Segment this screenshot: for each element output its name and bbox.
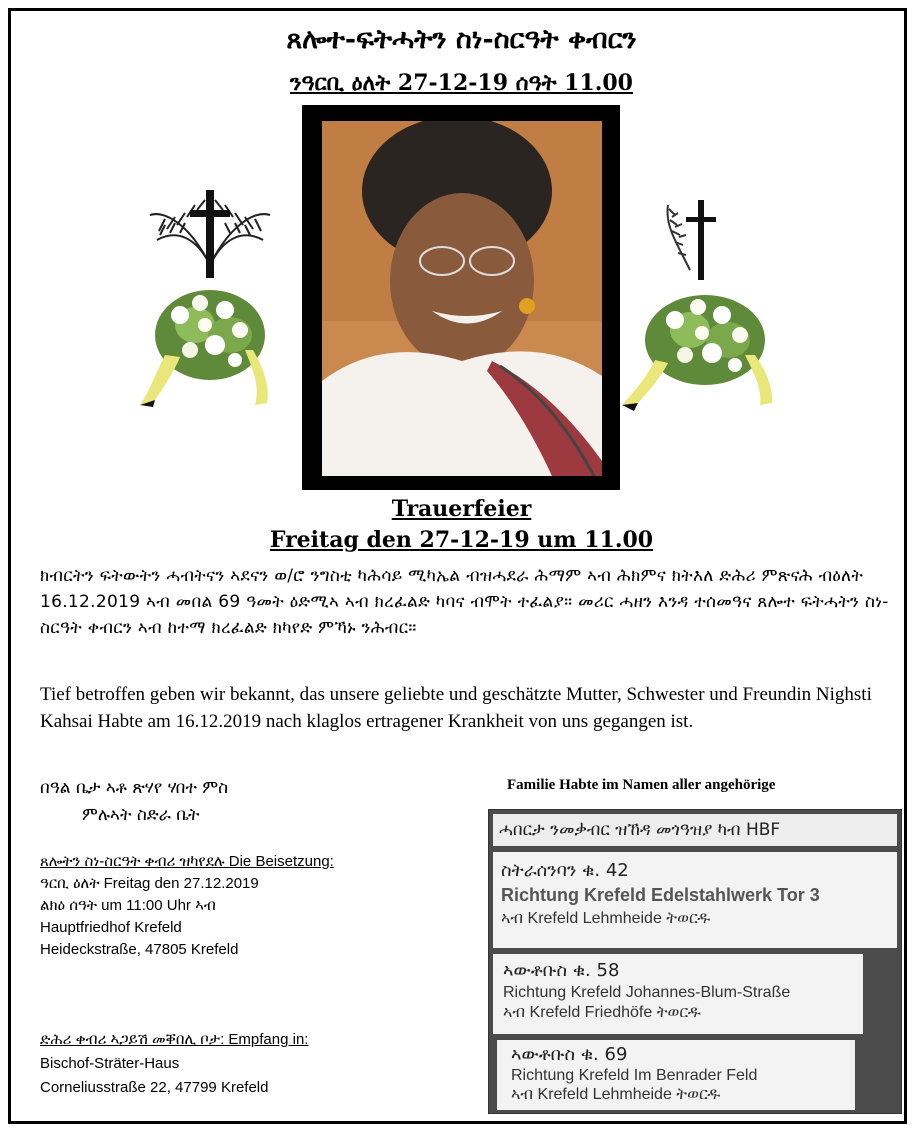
stop-destination: ኣብ Krefeld Friedhöfe ትወርዱ: [503, 1004, 701, 1021]
german-announcement: Tief betroffen geben wir bekannt, das unsere geliebte und geschätzte Mutter, Schwester und Freundin Nighsti Kahsai Habte am 16.12.2019 nach klaglos ertragener Krankheit von uns gegangen ist.: [40, 684, 872, 732]
stop-direction: Richtung Krefeld Im Benrader Feld: [511, 1067, 758, 1084]
portrait-frame: [302, 105, 620, 490]
transport-stop-3: [497, 1040, 855, 1110]
transport-heading: ሓበርታ ንመቃብር ዝኸዳ መጎዓዝያ ካብ HBF: [493, 814, 897, 846]
stop-line-number: ስትራሰንባን ቁ. 42: [501, 860, 629, 881]
family-amharic: [40, 775, 228, 829]
burial-line1: ዓርቢ ዕለት Freitag den 27.12.2019: [40, 875, 259, 892]
reception-heading: ድሕሪ ቀብሪ ኣጋይሽ መቐበሊ ቦታ: Empfang in:: [40, 1031, 309, 1048]
family-amharic-line2: ምሉኣት ስድራ ቤት: [82, 805, 200, 825]
burial-line2: ልክዕ ሰዓት um 11:00 Uhr ኣብ: [40, 897, 216, 914]
transport-box: [488, 809, 902, 1114]
reception-line2: Corneliusstraße 22, 47799 Krefeld: [40, 1079, 269, 1096]
transport-stop-2: [493, 954, 863, 1034]
stop-destination: ኣብ Krefeld Lehmheide ትወርዱ: [511, 1086, 721, 1103]
right-cross-flowers-image: [620, 195, 785, 415]
german-heading-line1: Trauerfeier: [391, 496, 532, 522]
family-german: Familie Habte im Namen aller angehörige: [507, 777, 776, 793]
stop-line-number: ኣውቶቡስ ቁ. 58: [503, 960, 620, 981]
cross-icon: [686, 200, 716, 280]
page-title: ጸሎተ-ፍትሓትን ስነ-ስርዓት ቀብርን: [286, 24, 637, 55]
burial-heading: ጸሎትን ስነ-ስርዓት ቀብሪ ዝካየደሉ Die Beisetzung:: [40, 853, 334, 870]
reception-info: [40, 1028, 308, 1100]
transport-stop-1: [493, 852, 897, 948]
burial-info: [40, 851, 334, 961]
german-heading-line2: Freitag den 27-12-19 um 11.00: [269, 527, 654, 553]
portrait-photo: [322, 121, 602, 476]
cross-icon: [190, 190, 230, 278]
reception-line1: Bischof-Sträter-Haus: [40, 1055, 180, 1072]
stop-destination: ኣብ Krefeld Lehmheide ትወርዱ: [501, 910, 711, 927]
palm-leaf-icon: [667, 205, 690, 270]
burial-line3: Hauptfriedhof Krefeld: [40, 919, 182, 936]
family-amharic-line1: በዓል ቤታ ኣቶ ጽሃየ ሃበተ ምስ: [40, 778, 229, 798]
flower-bouquet-icon: [140, 290, 268, 407]
date-subtitle: ንዓርቢ ዕለት 27-12-19 ሰዓት 11.00: [290, 70, 633, 96]
flower-bouquet-icon: [622, 295, 772, 411]
stop-direction: Richtung Krefeld Edelstahlwerk Tor 3: [501, 885, 820, 905]
stop-direction: Richtung Krefeld Johannes-Blum-Straße: [503, 984, 791, 1001]
left-cross-flowers-image: [135, 185, 285, 415]
amharic-announcement: ክብርትን ፍትውትን ሓብትናን ኣደናን ወ/ሮ ንግስቲ ካሕሳይ ሚካኤል ብዝሓደራ ሕማም ኣብ ሕክምና ክትእለ ድሕሪ ምጽናሕ ብዕለት 16.12.2019 ኣብ መበል 69 ዓመት ዕድሚኣ ኣብ ክረፈልድ ካባና ብሞት ተፈልያ። መሪር ሓዘን እንዳ ተሰመዓና ጸሎተ ፍትሓትን ስነ-ስርዓት ቀብርን ኣብ ከተማ ክረፈልድ ክካየድ ምኻኑ ንሕብር።: [40, 566, 889, 638]
stop-line-number: ኣውቶቡስ ቁ. 69: [511, 1044, 628, 1065]
burial-line4: Heideckstraße, 47805 Krefeld: [40, 941, 239, 958]
